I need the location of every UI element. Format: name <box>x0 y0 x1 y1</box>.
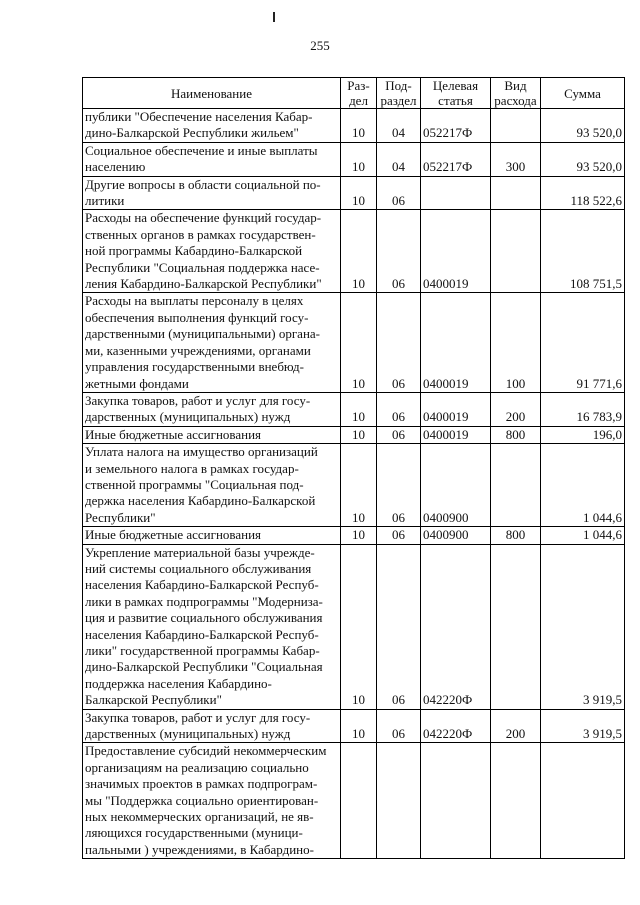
row-kind <box>491 109 541 143</box>
row-name: Иные бюджетные ассигнования <box>83 527 341 544</box>
row-subsection: 06 <box>377 176 421 210</box>
row-target: 0400900 <box>421 444 491 527</box>
header-subsection: Под- раздел <box>377 78 421 109</box>
row-target: 042220Ф <box>421 544 491 709</box>
row-subsection: 04 <box>377 109 421 143</box>
header-sum: Сумма <box>541 78 625 109</box>
row-sum: 93 520,0 <box>541 109 625 143</box>
row-section: 10 <box>341 392 377 426</box>
row-kind <box>491 210 541 293</box>
table-row <box>83 709 625 743</box>
table-row <box>83 426 625 443</box>
header-name: Наименование <box>83 78 341 109</box>
row-target: 052217Ф <box>421 109 491 143</box>
header-section: Раз- дел <box>341 78 377 109</box>
header-target: Целевая статья <box>421 78 491 109</box>
budget-table <box>82 77 625 859</box>
table-row <box>83 444 625 527</box>
row-target <box>421 743 491 859</box>
table-row <box>83 392 625 426</box>
row-sum: 16 783,9 <box>541 392 625 426</box>
row-section: 10 <box>341 176 377 210</box>
row-sum: 3 919,5 <box>541 709 625 743</box>
row-sum <box>541 743 625 859</box>
row-sum: 1 044,6 <box>541 527 625 544</box>
row-name: Иные бюджетные ассигнования <box>83 426 341 443</box>
row-section <box>341 743 377 859</box>
row-subsection: 06 <box>377 709 421 743</box>
row-name: Закупка товаров, работ и услуг для госу- дарственных (муниципальных) нужд <box>83 392 341 426</box>
row-target: 0400019 <box>421 392 491 426</box>
row-section: 10 <box>341 544 377 709</box>
row-kind: 300 <box>491 142 541 176</box>
row-subsection <box>377 743 421 859</box>
row-name: Расходы на выплаты персоналу в целях обеспечения выполнения функций госу- дарственными (муниципальными) органа- ми, казенными учреждениями, органами управления государственными внебюд- жетными фондами <box>83 293 341 392</box>
row-name: Другие вопросы в области социальной по- литики <box>83 176 341 210</box>
row-subsection: 06 <box>377 392 421 426</box>
row-kind <box>491 743 541 859</box>
row-section: 10 <box>341 210 377 293</box>
row-target: 0400900 <box>421 527 491 544</box>
page-number: 255 <box>310 38 330 53</box>
table-row <box>83 527 625 544</box>
row-kind <box>491 544 541 709</box>
row-target <box>421 176 491 210</box>
row-section: 10 <box>341 142 377 176</box>
row-subsection: 06 <box>377 544 421 709</box>
table-row <box>83 743 625 859</box>
row-sum: 118 522,6 <box>541 176 625 210</box>
row-section: 10 <box>341 426 377 443</box>
row-kind <box>491 444 541 527</box>
row-sum: 91 771,6 <box>541 293 625 392</box>
header-kind: Вид расхода <box>491 78 541 109</box>
row-subsection: 06 <box>377 293 421 392</box>
row-subsection: 06 <box>377 426 421 443</box>
table-row <box>83 293 625 392</box>
table-row <box>83 544 625 709</box>
scan-artifact-mark <box>273 12 275 22</box>
row-target: 0400019 <box>421 426 491 443</box>
row-sum: 93 520,0 <box>541 142 625 176</box>
row-name: Предоставление субсидий некоммерческим организациям на реализацию социально значимых проектов в рамках подпрограм- мы "Поддержка социально ориентирован- ных некоммерческих организаций, не яв- ляющихся государственными (муници- пальными ) учреждениями, в Кабардино- <box>83 743 341 859</box>
row-sum: 1 044,6 <box>541 444 625 527</box>
table-row <box>83 109 625 143</box>
row-target: 0400019 <box>421 293 491 392</box>
row-subsection: 06 <box>377 444 421 527</box>
row-section: 10 <box>341 444 377 527</box>
table-row <box>83 176 625 210</box>
row-kind: 200 <box>491 392 541 426</box>
row-name: публики "Обеспечение населения Кабар- дино-Балкарской Республики жильем" <box>83 109 341 143</box>
row-subsection: 06 <box>377 210 421 293</box>
row-kind: 800 <box>491 426 541 443</box>
row-section: 10 <box>341 109 377 143</box>
row-sum: 3 919,5 <box>541 544 625 709</box>
row-target: 042220Ф <box>421 709 491 743</box>
table-row <box>83 210 625 293</box>
row-sum: 108 751,5 <box>541 210 625 293</box>
table-row <box>83 142 625 176</box>
table-header-row <box>83 78 625 109</box>
row-subsection: 04 <box>377 142 421 176</box>
row-kind: 100 <box>491 293 541 392</box>
row-sum: 196,0 <box>541 426 625 443</box>
row-target: 052217Ф <box>421 142 491 176</box>
row-kind <box>491 176 541 210</box>
row-target: 0400019 <box>421 210 491 293</box>
row-name: Уплата налога на имущество организаций и земельного налога в рамках государ- ственной программы "Социальная под- держка населения Кабардино-Балкарской Республики" <box>83 444 341 527</box>
row-subsection: 06 <box>377 527 421 544</box>
row-section: 10 <box>341 709 377 743</box>
row-name: Расходы на обеспечение функций государ- ственных органов в рамках государствен- ной программы Кабардино-Балкарской Республики "Социальная поддержка насе- ления Кабардино-Балкарской Республики" <box>83 210 341 293</box>
row-section: 10 <box>341 527 377 544</box>
row-name: Укрепление материальной базы учрежде- ний системы социального обслуживания населения Кабардино-Балкарской Респуб- лики в рамках подпрограммы "Модерниза- ция и развитие социального обслуживания населения Кабардино-Балкарской Респуб- лики" государственной программы Кабар- дино-Балкарской Республики "Социальная поддержка населения Кабардино- Балкарской Республики" <box>83 544 341 709</box>
row-name: Социальное обеспечение и иные выплаты населению <box>83 142 341 176</box>
row-kind: 800 <box>491 527 541 544</box>
row-section: 10 <box>341 293 377 392</box>
row-name: Закупка товаров, работ и услуг для госу- дарственных (муниципальных) нужд <box>83 709 341 743</box>
row-kind: 200 <box>491 709 541 743</box>
